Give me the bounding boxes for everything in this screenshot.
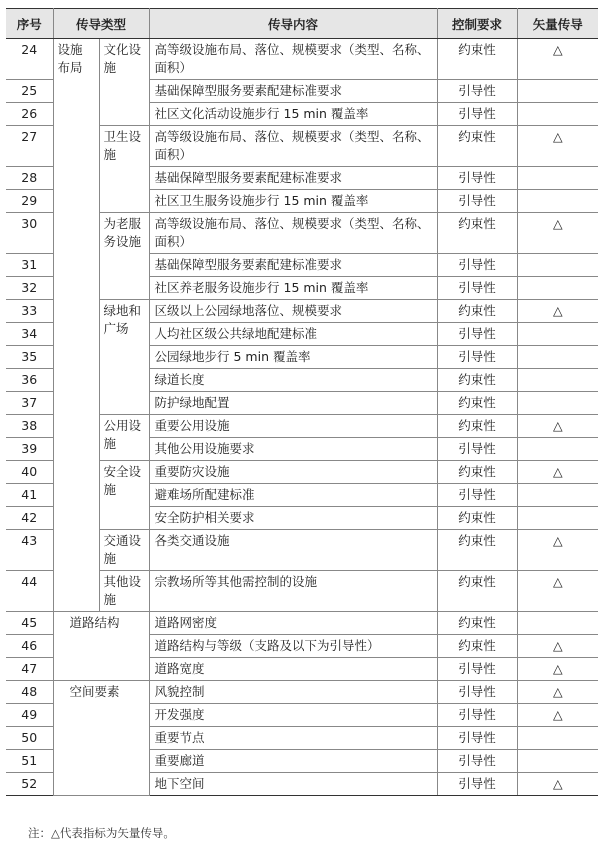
row-vector-mark: △: [517, 704, 598, 727]
header-control: 控制要求: [437, 9, 517, 39]
row-control: 引导性: [437, 727, 517, 750]
row-vector-mark: [517, 750, 598, 773]
row-vector-mark: [517, 254, 598, 277]
row-number: 27: [6, 126, 53, 167]
row-number: 52: [6, 773, 53, 796]
row-content: 社区卫生服务设施步行 15 min 覆盖率: [149, 190, 437, 213]
row-content: 重要防灾设施: [149, 461, 437, 484]
row-content: 高等级设施布局、落位、规模要求（类型、名称、面积）: [149, 126, 437, 167]
row-content: 风貌控制: [149, 681, 437, 704]
row-vector-mark: △: [517, 461, 598, 484]
row-number: 49: [6, 704, 53, 727]
row-number: 51: [6, 750, 53, 773]
row-control: 引导性: [437, 438, 517, 461]
row-control: 约束性: [437, 369, 517, 392]
row-vector-mark: [517, 727, 598, 750]
table-header-row: [6, 9, 598, 39]
row-number: 37: [6, 392, 53, 415]
row-number: 47: [6, 658, 53, 681]
row-control: 约束性: [437, 126, 517, 167]
row-number: 24: [6, 39, 53, 80]
header-seq: 序号: [6, 9, 53, 39]
row-vector-mark: [517, 346, 598, 369]
row-control: 引导性: [437, 704, 517, 727]
row-control: 引导性: [437, 681, 517, 704]
row-content: 道路宽度: [149, 658, 437, 681]
row-control: 约束性: [437, 461, 517, 484]
row-number: 32: [6, 277, 53, 300]
row-number: 33: [6, 300, 53, 323]
row-number: 29: [6, 190, 53, 213]
row-control: 引导性: [437, 190, 517, 213]
row-vector-mark: △: [517, 530, 598, 571]
row-number: 50: [6, 727, 53, 750]
row-control: 约束性: [437, 571, 517, 612]
row-content: 各类交通设施: [149, 530, 437, 571]
row-content: 其他公用设施要求: [149, 438, 437, 461]
row-vector-mark: [517, 392, 598, 415]
row-content: 道路结构与等级（支路及以下为引导性）: [149, 635, 437, 658]
row-control: 引导性: [437, 658, 517, 681]
row-content: 开发强度: [149, 704, 437, 727]
row-content: 社区文化活动设施步行 15 min 覆盖率: [149, 103, 437, 126]
row-control: 引导性: [437, 773, 517, 796]
row-vector-mark: [517, 369, 598, 392]
row-number: 34: [6, 323, 53, 346]
table-row: [6, 39, 598, 80]
row-content: 宗教场所等其他需控制的设施: [149, 571, 437, 612]
row-control: 引导性: [437, 167, 517, 190]
subcategory-label: 文化设施: [99, 39, 149, 126]
subcategory-label: 安全设施: [99, 461, 149, 530]
row-content: 绿道长度: [149, 369, 437, 392]
row-vector-mark: [517, 438, 598, 461]
row-control: 引导性: [437, 323, 517, 346]
row-vector-mark: [517, 612, 598, 635]
row-content: 高等级设施布局、落位、规模要求（类型、名称、面积）: [149, 39, 437, 80]
row-vector-mark: [517, 190, 598, 213]
row-vector-mark: [517, 484, 598, 507]
subcategory-label: 绿地和广场: [99, 300, 149, 415]
row-content: 道路网密度: [149, 612, 437, 635]
row-control: 引导性: [437, 80, 517, 103]
row-control: 约束性: [437, 612, 517, 635]
row-number: 48: [6, 681, 53, 704]
row-vector-mark: [517, 103, 598, 126]
category-label: 道路结构: [53, 612, 149, 681]
row-control: 约束性: [437, 39, 517, 80]
row-control: 引导性: [437, 254, 517, 277]
row-number: 46: [6, 635, 53, 658]
row-vector-mark: △: [517, 571, 598, 612]
row-number: 30: [6, 213, 53, 254]
footnote: 注：△代表指标为矢量传导。: [28, 826, 175, 840]
row-vector-mark: △: [517, 658, 598, 681]
row-vector-mark: △: [517, 213, 598, 254]
table-body: [6, 39, 598, 796]
row-vector-mark: △: [517, 773, 598, 796]
row-vector-mark: [517, 277, 598, 300]
category-label: 空间要素: [53, 681, 149, 796]
row-control: 引导性: [437, 484, 517, 507]
row-number: 41: [6, 484, 53, 507]
row-number: 35: [6, 346, 53, 369]
row-number: 36: [6, 369, 53, 392]
row-content: 避难场所配建标准: [149, 484, 437, 507]
row-control: 引导性: [437, 346, 517, 369]
row-vector-mark: △: [517, 300, 598, 323]
header-vector: 矢量传导: [517, 9, 598, 39]
row-vector-mark: △: [517, 39, 598, 80]
row-content: 重要节点: [149, 727, 437, 750]
row-content: 重要廊道: [149, 750, 437, 773]
row-control: 引导性: [437, 277, 517, 300]
subcategory-label: 交通设施: [99, 530, 149, 571]
row-content: 防护绿地配置: [149, 392, 437, 415]
row-content: 基础保障型服务要素配建标准要求: [149, 167, 437, 190]
row-content: 地下空间: [149, 773, 437, 796]
row-number: 25: [6, 80, 53, 103]
row-control: 引导性: [437, 103, 517, 126]
row-content: 社区养老服务设施步行 15 min 覆盖率: [149, 277, 437, 300]
transmission-table: [6, 8, 598, 796]
header-type: 传导类型: [53, 9, 149, 39]
header-content: 传导内容: [149, 9, 437, 39]
row-control: 约束性: [437, 507, 517, 530]
subcategory-label: 卫生设施: [99, 126, 149, 213]
row-content: 安全防护相关要求: [149, 507, 437, 530]
row-number: 38: [6, 415, 53, 438]
row-vector-mark: △: [517, 126, 598, 167]
row-number: 44: [6, 571, 53, 612]
row-number: 31: [6, 254, 53, 277]
row-number: 28: [6, 167, 53, 190]
subcategory-label: 其他设施: [99, 571, 149, 612]
table-row: [6, 612, 598, 635]
subcategory-label: 公用设施: [99, 415, 149, 461]
row-content: 基础保障型服务要素配建标准要求: [149, 80, 437, 103]
row-number: 40: [6, 461, 53, 484]
row-content: 区级以上公园绿地落位、规模要求: [149, 300, 437, 323]
row-control: 引导性: [437, 750, 517, 773]
row-number: 42: [6, 507, 53, 530]
row-number: 26: [6, 103, 53, 126]
row-number: 43: [6, 530, 53, 571]
row-vector-mark: [517, 507, 598, 530]
category-label: 设施布局: [53, 39, 99, 612]
row-vector-mark: △: [517, 415, 598, 438]
row-vector-mark: [517, 167, 598, 190]
row-vector-mark: △: [517, 681, 598, 704]
row-content: 人均社区级公共绿地配建标准: [149, 323, 437, 346]
subcategory-label: 为老服务设施: [99, 213, 149, 300]
row-control: 约束性: [437, 392, 517, 415]
table-container: [6, 8, 598, 796]
row-content: 高等级设施布局、落位、规模要求（类型、名称、面积）: [149, 213, 437, 254]
row-content: 重要公用设施: [149, 415, 437, 438]
row-control: 约束性: [437, 213, 517, 254]
row-control: 约束性: [437, 530, 517, 571]
row-vector-mark: △: [517, 635, 598, 658]
row-control: 约束性: [437, 415, 517, 438]
row-content: 公园绿地步行 5 min 覆盖率: [149, 346, 437, 369]
row-number: 45: [6, 612, 53, 635]
row-control: 约束性: [437, 300, 517, 323]
row-vector-mark: [517, 323, 598, 346]
table-row: [6, 681, 598, 704]
row-control: 约束性: [437, 635, 517, 658]
row-number: 39: [6, 438, 53, 461]
row-content: 基础保障型服务要素配建标准要求: [149, 254, 437, 277]
row-vector-mark: [517, 80, 598, 103]
